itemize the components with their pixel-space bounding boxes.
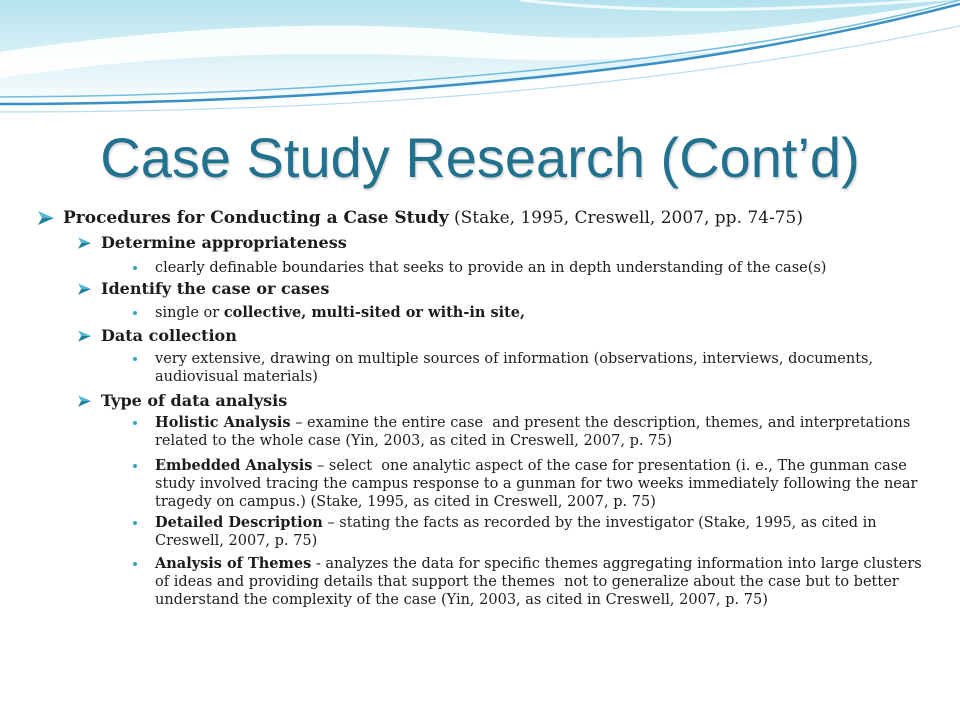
analysis-description: - analyzes the data for specific themes aggregating information into large clusters of ideas and providing details that support the themes not to generalize about the case but to better understand the complexity of the case (Yin, 2003, as cited in Creswell, 2007, p. 75): [155, 556, 927, 608]
analysis-item-themes: [0, 555, 960, 609]
detail-text: very extensive, drawing on multiple sources of information (observations, interviews, documents, audiovisual materials): [155, 351, 878, 385]
analysis-term: Detailed Description: [155, 514, 323, 531]
bullet-dot-icon: [133, 266, 137, 270]
sub-bullet-data-collection: [0, 326, 960, 346]
bullet-dot-icon: [133, 311, 137, 315]
analysis-item-detailed-description: [0, 514, 960, 550]
analysis-description: – stating the facts as recorded by the investigator (Stake, 1995, as cited in Creswell, 2007, p. 75): [155, 515, 882, 549]
bullet-dot-icon: [133, 357, 137, 361]
analysis-description: – examine the entire case and present the description, themes, and interpretations related to the whole case (Yin, 2003, as cited in Creswell, 2007, p. 75): [155, 415, 915, 449]
bullet-dot-icon: [133, 562, 137, 566]
sub-bullet-determine-appropriateness: [0, 233, 960, 253]
analysis-term: Embedded Analysis: [155, 457, 313, 474]
section-label: Type of data analysis: [101, 391, 288, 410]
header-wave-decoration: [0, 0, 960, 120]
analysis-item-holistic: [0, 414, 960, 450]
detail-item-case-types: [0, 304, 960, 322]
bullet-outline: [0, 207, 960, 609]
bullet-dot-icon: [133, 464, 137, 468]
sub-bullet-data-analysis: [0, 391, 960, 411]
bullet-dot-icon: [133, 521, 137, 525]
detail-bold-term: collective, multi-sited or with-in site,: [223, 304, 526, 321]
section-label: Determine appropriateness: [101, 233, 347, 252]
sub-bullet-identify-case: [0, 279, 960, 299]
arrow-bullet-icon: [78, 283, 91, 295]
slide-title: Case Study Research (Cont’d): [100, 126, 860, 189]
arrow-bullet-icon: [38, 211, 54, 225]
section-label: Identify the case or cases: [101, 279, 330, 298]
analysis-item-embedded: [0, 457, 960, 511]
heading-citation: (Stake, 1995, Creswell, 2007, pp. 74-75): [448, 208, 804, 228]
analysis-description: – select one analytic aspect of the case for presentation (i. e., The gunman case study involved tracing the campus response to a gunman for two weeks immediately following the near tragedy on campus.) (Stake, 1995, as cited in Creswell, 2007, p. 75): [155, 458, 923, 510]
analysis-term: Analysis of Themes: [155, 555, 312, 572]
bullet-dot-icon: [133, 421, 137, 425]
section-label: Data collection: [101, 326, 237, 345]
arrow-bullet-icon: [78, 237, 91, 249]
analysis-term: Holistic Analysis: [155, 414, 291, 431]
detail-text: single or: [155, 305, 224, 321]
detail-text: clearly definable boundaries that seeks to provide an in depth understanding of the case(s): [155, 260, 827, 276]
arrow-bullet-icon: [78, 395, 91, 407]
arrow-bullet-icon: [78, 330, 91, 342]
detail-item-boundaries: [0, 259, 960, 277]
heading-bold: Procedures for Conducting a Case Study: [63, 208, 449, 228]
detail-item-extensive: [0, 350, 960, 386]
main-bullet-procedures: [0, 207, 960, 229]
